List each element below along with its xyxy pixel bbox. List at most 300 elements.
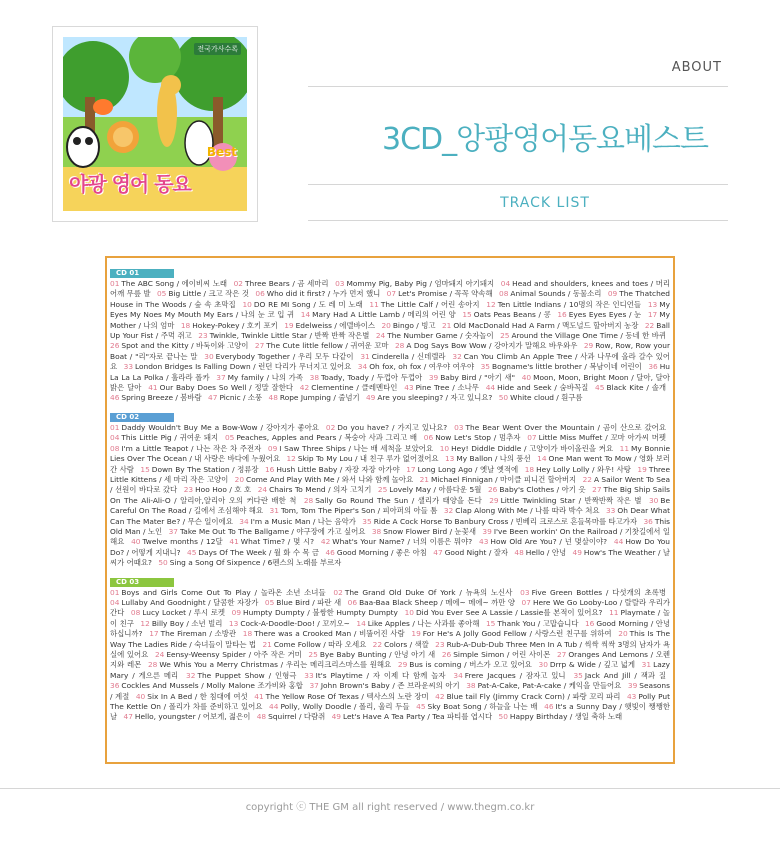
track-number: 02 — [325, 422, 336, 432]
track-title: This Old Man / 노인 — [110, 516, 670, 536]
track-item — [404, 383, 479, 392]
track-number: 04 — [500, 279, 511, 288]
track-title: Bingo / 빙고 — [392, 320, 436, 330]
album-cover-image — [63, 37, 247, 211]
track-title: Little Miss Muffet / 꼬마 아가씨 머펫 — [538, 433, 666, 443]
track-item — [148, 660, 391, 669]
track-number: 38 — [371, 526, 382, 536]
track-item — [325, 548, 426, 557]
track-title: The Yellow Rose Of Texas / 텍사스의 노란 장미 — [265, 691, 429, 701]
footer-divider — [0, 788, 780, 789]
track-title: A Dog Says Bow Wow / 강아지가 말해요 바우와우 — [406, 341, 578, 351]
track-number: 49 — [365, 393, 376, 403]
track-title: I'm a Little Teapot / 나는 작은 차 주전자 — [121, 443, 262, 453]
track-item — [326, 423, 447, 432]
track-list-box — [105, 256, 675, 764]
track-item — [309, 681, 459, 690]
track-title: Hey! Diddle Diddle / 고양이가 바이올린을 켜요 — [451, 443, 613, 453]
track-number: 31 — [269, 506, 279, 516]
track-title: Colors / 색깔 — [384, 639, 429, 649]
track-title: Humpty Dumpty / 불쌍한 Humpty Dumpty — [243, 608, 398, 618]
track-number: 39 — [627, 681, 638, 691]
track-title: This Is The Way The Ladies Ride / 숙녀들이 말타는 법 — [110, 629, 670, 649]
track-title: Frere Jacques / 잠자고 있니 — [464, 670, 566, 680]
track-title: The Thatched House in The Woods / 숲 속 초막집 — [110, 289, 670, 309]
track-number: 26 — [487, 485, 498, 495]
track-title: The Number Game / 숫자놀이 — [387, 331, 494, 341]
track-title: Did You Ever See A Lassie / Lassie를 본적이 있어요? — [415, 608, 603, 618]
track-title: My Bonnie Lies Over The Ocean / 내 사랑은 바다에 누웠어요 — [110, 443, 671, 464]
track-item — [378, 485, 482, 494]
track-title: Picnic / 소풍 — [219, 393, 263, 403]
track-item — [110, 444, 261, 453]
track-title: Oranges And Lemons / 오렌지와 레몬 — [110, 650, 671, 670]
track-item — [539, 660, 635, 669]
track-title: The ABC Song / 에이비씨 노래 — [121, 279, 228, 288]
track-item — [155, 650, 302, 659]
track-number: 41 — [229, 537, 239, 547]
track-item — [265, 598, 341, 607]
track-title: Oh fox, oh fox / 여우야 여우야 — [369, 362, 475, 372]
track-title: Cockles And Mussels / Molly Malone 조가비와 홍합 — [121, 681, 303, 691]
track-title: Mommy Pig, Baby Pig / 엄마돼지 아기돼지 — [346, 279, 495, 288]
track-title: Mary Had A Little Lamb / 메리의 어린 양 — [312, 310, 456, 320]
track-number: 49 — [572, 547, 582, 557]
track-title: Cock-A-Doodle-Doo! / 꼬끼오~ — [240, 618, 350, 628]
track-number: 01 — [110, 587, 120, 597]
track-title: Head and shoulders, knees and toes / 머리 어깨 무릎 발 — [110, 279, 670, 299]
track-number: 41 — [148, 383, 158, 393]
track-item — [445, 454, 531, 463]
footer-copyright: copyright ⓒ THE GM all right reserved / www.thegm.co.kr — [245, 802, 535, 813]
track-number: 49 — [331, 712, 342, 722]
track-item — [270, 506, 438, 515]
track-number: 34 — [357, 362, 368, 372]
track-title: One Man went To Mow / 영화 보러 간 사람 — [110, 454, 670, 474]
track-title: Tom, Tom The Piper's Son / 피아퍼의 아들 톰 — [280, 506, 438, 516]
track-number: 21 — [419, 474, 429, 484]
track-title: Boys and Girls Come Out To Play / 놀라온 소년 소녀들 — [121, 587, 326, 597]
track-number: 30 — [648, 495, 659, 505]
track-number: 41 — [254, 691, 264, 701]
track-number: 06 — [423, 433, 434, 443]
track-number: 15 — [485, 618, 496, 628]
track-title: It's Playtime / 자 이제 다 함께 놀자 — [315, 670, 446, 680]
track-number: 23 — [435, 639, 445, 649]
track-title: Animal Sounds / 동물소리 — [510, 289, 602, 299]
track-number: 06 — [347, 597, 358, 607]
track-title: Oh Dear What Can The Mater Be? / 무슨 일이에요 — [110, 506, 670, 526]
track-number: 50 — [498, 712, 508, 722]
track-number: 09 — [607, 289, 618, 299]
track-number: 29 — [489, 495, 499, 505]
track-number: 43 — [404, 383, 414, 393]
track-number: 46 — [110, 393, 120, 403]
track-number: 34 — [239, 516, 249, 526]
track-item — [429, 373, 515, 382]
track-number: 25 — [500, 331, 510, 341]
track-item — [573, 671, 666, 680]
track-title: Chairs To Mend / 의자 고치기 — [269, 485, 372, 495]
track-title: Rope Jumping / 줄넘기 — [279, 393, 360, 403]
track-title: Sing a Song Of Sixpence / 6펜스의 노래를 부르자 — [169, 558, 342, 568]
track-number: 03 — [454, 422, 464, 432]
track-number: 47 — [208, 393, 218, 403]
track-title: Our Baby Does So Well / 정말 잘한다 — [159, 383, 293, 393]
track-number: 10 — [242, 299, 252, 309]
track-number: 09 — [231, 608, 242, 618]
track-item — [110, 423, 319, 432]
track-number: 11 — [369, 299, 379, 309]
track-item — [158, 558, 341, 567]
track-title: Clap Along With Me / 나를 따라 박수 쳐요 — [455, 506, 600, 516]
track-number: 30 — [204, 351, 214, 361]
track-number: 36 — [648, 362, 658, 372]
track-title: Come Follow / 따라 오세요 — [273, 639, 367, 649]
track-item — [406, 465, 518, 474]
track-title: Good Night / 잘자 — [444, 547, 508, 557]
track-title: Good Morning / 좋은 아침 — [336, 547, 427, 557]
track-item — [254, 692, 428, 701]
track-number: 23 — [198, 331, 208, 341]
track-title: This Little Pig / 귀여운 돼지 — [121, 433, 219, 443]
track-number: 18 — [242, 629, 253, 639]
track-title: Ball Up Your Fist / 주먹 쥐고 — [110, 320, 670, 341]
track-number: 20 — [234, 474, 245, 484]
track-number: 22 — [582, 474, 592, 484]
track-item — [284, 321, 375, 330]
track-title: Are you sleeping? / 자고 있니요? — [377, 393, 493, 403]
track-title: Hush Little Baby / 자장 자장 아가야 — [276, 464, 400, 474]
track-title: Seasons / 계절 — [110, 681, 670, 701]
track-item — [255, 341, 389, 350]
track-title: My Eyes My Noes My Mouth My Ears / 나의 눈 코 입 귀 — [110, 299, 670, 320]
track-item — [481, 362, 642, 371]
track-title: Spot and the Kitty / 바둑이와 고양이 — [121, 341, 249, 351]
track-item — [442, 650, 550, 659]
track-title: Hokey-Pokey / 호키 포키 — [192, 320, 278, 330]
track-number: 24 — [154, 650, 165, 659]
track-item — [486, 383, 589, 392]
track-title: Daddy Wouldn't Buy Me a Bow-Wow / 강아지가 좋아요 — [121, 422, 319, 432]
track-title: White cloud / 흰구름 — [510, 393, 583, 403]
track-item — [416, 702, 537, 711]
track-title: Snow Flower Bird / 눈꽃새 — [383, 526, 476, 536]
track-item — [360, 352, 445, 361]
track-number: 33 — [304, 670, 314, 680]
track-title: The Little Calf / 어린 송아지 — [380, 299, 480, 309]
track-number: 28 — [147, 660, 158, 670]
about-label: ABOUT — [671, 60, 722, 75]
track-item — [348, 598, 515, 607]
track-item — [110, 433, 218, 442]
track-item — [335, 279, 494, 288]
track-title: Baa-Baa Black Sheep / 메에~ 메에~ 까만 양 — [359, 597, 516, 607]
track-number: 44 — [269, 702, 279, 712]
track-number: 28 — [394, 341, 405, 351]
track-item — [110, 393, 202, 402]
track-item — [411, 629, 611, 638]
track-title: Bye Baby Bunting / 안녕 아기 새 — [319, 650, 436, 659]
track-number: 10 — [439, 443, 450, 453]
track-number: 32 — [186, 670, 196, 680]
track-title: Row, Row, Row your Boat / "리"자로 끝나는 말 — [110, 341, 670, 361]
track-number: 04 — [110, 433, 120, 443]
track-item — [424, 433, 521, 442]
track-title: Hu La La La Polka / 훌라라 폴카 — [110, 362, 670, 382]
track-item — [308, 650, 435, 659]
track-title: Lucy Locket / 루시 로켓 — [142, 608, 225, 618]
track-title: The Bear Went Over the Mountain / 곰이 산으로 갔어요 — [465, 422, 666, 432]
track-number: 42 — [299, 383, 310, 393]
track-title: Drrp & Wide / 깊고 넓게 — [549, 660, 635, 670]
track-item — [454, 423, 666, 432]
track-number: 50 — [158, 558, 168, 568]
track-item — [235, 475, 414, 484]
track-number: 38 — [309, 372, 320, 382]
track-item — [184, 485, 251, 494]
track-number: 48 — [256, 712, 267, 722]
track-number: 37 — [216, 372, 226, 382]
track-title: Hello, youngster / 어보게, 젊은이 — [134, 712, 251, 722]
track-number: 33 — [605, 506, 616, 516]
track-number: 45 — [187, 547, 197, 557]
track-title: Edelweiss / 에델바이스 — [295, 320, 375, 330]
track-number: 27 — [254, 341, 265, 351]
track-number: 39 — [482, 526, 492, 536]
track-number: 43 — [626, 691, 637, 701]
track-item — [136, 692, 248, 701]
track-item — [525, 465, 631, 474]
track-item — [310, 373, 423, 382]
track-title: Twinkle, Twinkle Little Star / 반짝 반짝 작은별 — [209, 331, 370, 341]
track-item — [124, 362, 352, 371]
track-title: Everybody Together / 우리 모두 다같이 — [215, 351, 354, 361]
track-title: Big Little / 크고 작은 것 — [168, 289, 249, 299]
track-number: 03 — [520, 587, 530, 597]
track-number: 15 — [140, 464, 150, 474]
track-title: Blue Bird / 파란 새 — [276, 597, 342, 607]
track-number: 23 — [183, 485, 194, 495]
track-number: 44 — [485, 383, 496, 393]
track-item — [148, 383, 293, 392]
track-number: 32 — [452, 351, 462, 361]
track-title: Ride A Cock Horse To Banbury Cross / 빈베리 크로스로 흔들목마를 타고가자 — [373, 516, 638, 526]
track-number: 13 — [444, 454, 455, 464]
track-item — [398, 660, 532, 669]
track-number: 40 — [135, 691, 146, 701]
track-number: 05 — [156, 289, 167, 299]
track-title: Long Long Ago / 옛날 옛적에 — [417, 464, 519, 474]
track-item — [157, 289, 249, 298]
track-item — [140, 465, 258, 474]
track-title: Polly Put The Kettle On / 폴리가 차를 준비하고 있어요 — [110, 691, 671, 712]
track-item — [110, 681, 303, 690]
track-item — [514, 548, 566, 557]
track-item — [486, 300, 641, 309]
track-title: Come And Play With Me / 와서 나와 함께 놀아요 — [246, 474, 414, 484]
track-item — [500, 331, 666, 340]
track-number: 40 — [521, 372, 532, 382]
track-number: 02 — [333, 587, 343, 597]
track-number: 08 — [499, 289, 509, 299]
track-item — [356, 619, 479, 628]
track-item — [124, 712, 251, 721]
track-list-heading: TRACK LIST — [500, 195, 590, 211]
track-title: Lovely May / 아름다운 5월 — [389, 485, 482, 495]
track-title: Can You Climb An Apple Tree / 사과 나무에 올라 갈수 있어요 — [110, 351, 670, 372]
track-number: 26 — [110, 341, 120, 351]
track-list — [110, 423, 670, 569]
track-title: Ten Little Indians / 10명의 작은 인디언들 — [497, 299, 642, 309]
track-title: The Cute little fellow / 귀여운 꼬마 — [266, 341, 389, 351]
track-number: 45 — [416, 702, 426, 712]
track-number: 35 — [573, 670, 583, 680]
track-title: Be Careful On The Road / 길에서 조심해야 해요 — [110, 495, 670, 516]
track-title: Pat-A-Cake, Pat-A-cake / 케익을 만들어요 — [477, 681, 622, 691]
track-number: 27 — [592, 485, 602, 495]
track-item — [149, 629, 236, 638]
track-item — [110, 341, 248, 350]
track-title: Black Kite / 솔개 — [606, 383, 666, 393]
track-title: Happy Birthday / 생일 축하 노래 — [509, 712, 623, 722]
track-item — [321, 537, 472, 546]
cd-label: CD 01 — [110, 269, 174, 278]
track-number: 24 — [375, 331, 386, 341]
track-item — [229, 537, 314, 546]
track-title: Twelve months / 12달 — [142, 537, 223, 547]
track-number: 12 — [140, 618, 150, 628]
track-number: 25 — [308, 650, 318, 659]
track-item — [332, 712, 493, 721]
cd-section-1 — [110, 260, 670, 404]
track-number: 11 — [619, 443, 630, 453]
track-item — [440, 444, 613, 453]
track-title: Bogname's little brother / 복남이네 어린이 — [492, 362, 642, 372]
track-title: DO RE MI Song / 도 레 미 노래 — [253, 299, 363, 309]
track-item — [520, 588, 666, 597]
track-item — [300, 383, 398, 392]
track-number: 47 — [123, 712, 133, 722]
track-number: 14 — [300, 310, 311, 320]
track-item — [265, 465, 400, 474]
track-title: Good Morning / 안녕하십니까? — [110, 618, 670, 639]
track-title: Michael Finnigan / 마이클 피니건 할아버지 — [431, 474, 577, 484]
album-cover-frame — [52, 26, 258, 222]
track-item — [395, 341, 577, 350]
track-title: Peaches, Apples and Pears / 복숭아 사과 그리고 배 — [236, 433, 417, 443]
track-title: Days Of The Week / 월 화 수 목 금 — [198, 547, 320, 557]
track-title: There was a Crooked Man / 비뚤어진 사람 — [254, 629, 405, 639]
track-number: 31 — [641, 660, 652, 670]
track-title: Six In A Bed / 한 침대에 여섯 — [147, 691, 248, 701]
track-title: I Saw Three Ships / 나는 배 세척을 보았어요 — [279, 443, 434, 453]
track-item — [258, 485, 372, 494]
track-number: 37 — [168, 526, 179, 536]
track-item — [499, 712, 623, 721]
track-title: Hide and Seek / 숨바꼭질 — [497, 383, 589, 393]
track-number: 17 — [149, 629, 159, 639]
track-title: My family / 나의 가족 — [227, 372, 303, 382]
track-title: Thank You / 고맙습니다 — [497, 618, 579, 628]
track-title: A Sailor Went To Sea / 선원이 바다로 갔다 — [110, 474, 671, 495]
track-item — [286, 454, 438, 463]
track-title: It's a Sunny Day / 햇빛이 쨍쨍한 날 — [110, 702, 670, 722]
track-title: Billy Boy / 소년 빌리 — [151, 618, 223, 628]
track-number: 27 — [556, 650, 567, 659]
track-number: 08 — [130, 608, 141, 618]
track-list — [110, 279, 670, 404]
track-title: Three Little Kittens / 세 마리 작은 고양이 — [110, 464, 670, 484]
track-title: For He's A Jolly Good Fellow / 사랑스런 친구를 위하여 — [422, 629, 612, 639]
track-title: What Time? / 몇 시? — [240, 537, 315, 547]
album-badge: 전국가사수록 — [194, 43, 241, 55]
track-number: 29 — [397, 660, 408, 670]
track-item — [453, 671, 565, 680]
track-item — [187, 548, 319, 557]
track-number: 06 — [255, 289, 265, 299]
track-number: 15 — [462, 310, 472, 320]
track-item — [301, 310, 456, 319]
track-item — [369, 300, 479, 309]
track-title: I'm a Music Man / 나는 음악가 — [250, 516, 356, 526]
track-item — [110, 588, 326, 597]
track-title: Lullaby And Goodnight / 달콤한 자장가 — [121, 597, 259, 607]
track-title: London Bridges Is Falling Down / 런던 다리가 무너지고 있어요 — [135, 362, 352, 372]
track-item — [489, 496, 641, 505]
track-title: Old MacDonald Had A Farm / 맥도널드 할아버지 농장 — [453, 320, 639, 330]
divider-top — [308, 86, 728, 87]
track-title: I've Been workin' On the Railroad / 기찻길에서 일해요 — [110, 526, 670, 547]
track-item — [444, 506, 600, 515]
track-number: 48 — [514, 547, 524, 557]
track-number: 18 — [180, 320, 191, 330]
track-item — [262, 640, 366, 649]
track-number: 20 — [618, 629, 628, 639]
track-number: 13 — [647, 299, 658, 309]
divider-mid — [308, 184, 728, 185]
track-item — [181, 321, 278, 330]
track-item — [405, 608, 603, 617]
track-title: Take Me Out To The Ballgame / 야구장에 가고 싶어요 — [180, 526, 366, 536]
track-title: Eyes Eyes Eyes / 눈 — [568, 310, 642, 320]
track-number: 13 — [228, 618, 239, 628]
track-title: Down By The Station / 정류장 — [151, 464, 259, 474]
track-title: Three Bears / 곰 세마리 — [245, 279, 329, 288]
track-item — [239, 517, 356, 526]
track-item — [433, 548, 508, 557]
track-number: 03 — [335, 279, 345, 288]
track-item — [333, 588, 512, 597]
track-item — [488, 485, 586, 494]
track-item — [381, 321, 435, 330]
track-title: What's Your Name? / 너의 이름은 뭐야? — [332, 537, 473, 547]
track-item — [304, 496, 482, 505]
track-title: Blue tail Fly (Jimmy Crack Corn) / 파랑 꼬리 파리 — [446, 691, 621, 701]
track-title: Moon, Moon, Bright Moon / 달아, 달아 밝은 달아 — [110, 372, 670, 393]
track-title: Here We Go Looby-Loo / 랄랄라 우리가 간다 — [110, 597, 670, 618]
track-title: Baby's Clothes / 아기 옷 — [499, 485, 586, 495]
track-item — [527, 433, 666, 442]
track-number: 12 — [486, 299, 496, 309]
track-number: 42 — [320, 537, 331, 547]
track-item — [373, 640, 429, 649]
track-item — [435, 692, 620, 701]
track-item — [479, 537, 607, 546]
track-number: 11 — [609, 608, 619, 618]
track-title: Do you have? / 가지고 있나요? — [337, 422, 448, 432]
track-number: 38 — [466, 681, 476, 691]
